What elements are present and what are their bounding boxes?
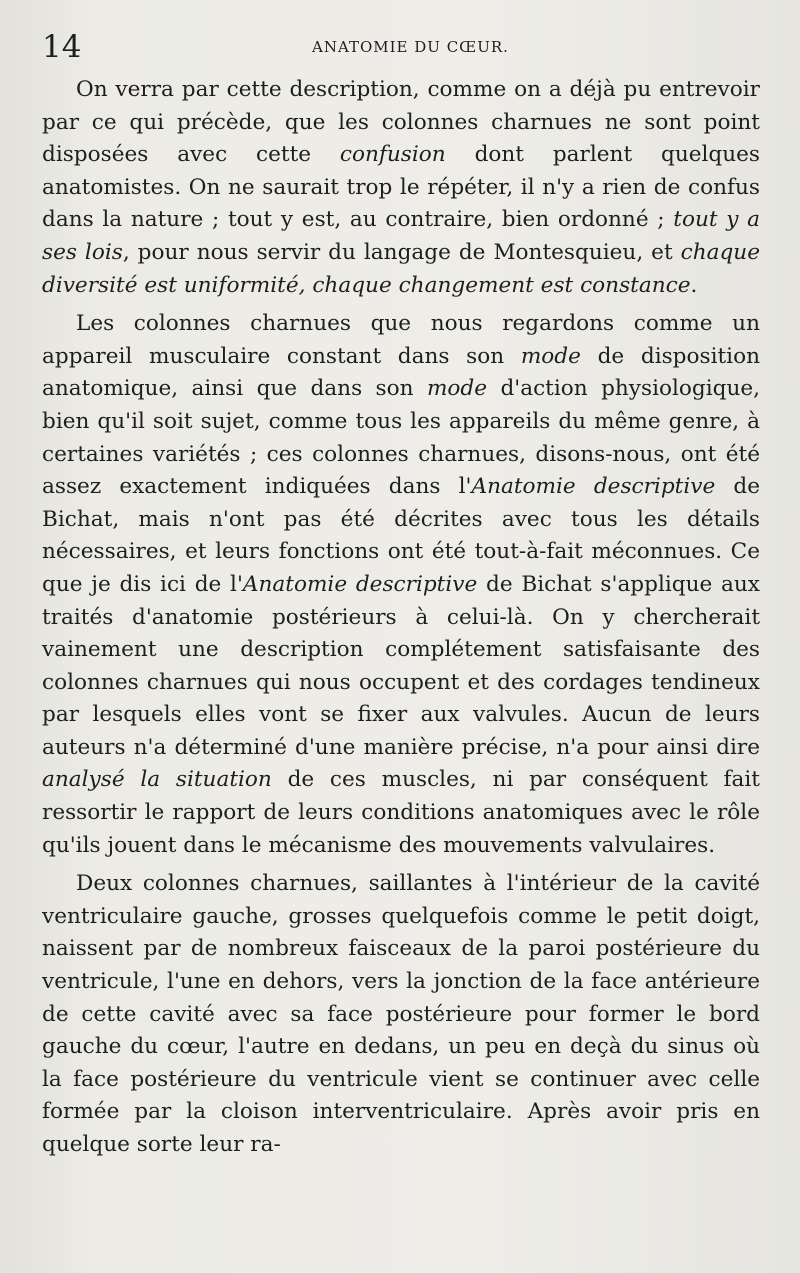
text-run: dont parlent quelques anatomistes. On ne saurait trop le répéter, il n'y a rien de confus dans la nature ; tout y est, au contraire, bien ordonné ; (42, 142, 760, 233)
text-run: d'action physiologique, bien qu'il soit sujet, comme tous les appareils du même genre, à certaines variétés ; ces colonnes charnues, disons-nous, ont été assez exactement indiquées dans l' (42, 376, 760, 500)
text-run: de ces muscles, ni par conséquent fait ressortir le rapport de leurs conditions anatomiques avec le rôle qu'ils jouent dans le mécanisme des mouvements valvulaires. (42, 767, 760, 858)
text-run: de Bichat, mais n'ont pas été décrites avec tous les détails nécessaires, et leurs fonctions ont été tout-à-fait méconnues. Ce que je dis ici de l' (42, 474, 760, 597)
text-run: Les colonnes charnues que nous regardons comme un appareil musculaire constant dans son (42, 311, 760, 369)
page-number: 14 (42, 29, 82, 65)
italic-run: analysé la situation (42, 767, 272, 793)
text-run: Deux colonnes charnues, saillantes à l'intérieur de la cavité ventriculaire gauche, grosses quelquefois comme le petit doigt, naissent par de nombreux faisceaux de la paroi postérieure du ventricule, l'une en dehors, vers la jonction de la face antérieure de cette cavité avec sa face postérieure pour former le bord gauche du cœur, l'autre en dedans, un peu en deçà du sinus où la face postérieure du ventricule vient se continuer avec celle formée par la cloison interventriculaire. Après avoir pris en quelque sorte leur ra- (42, 871, 760, 1157)
italic-run: confusion (339, 142, 446, 168)
italic-run: mode (426, 376, 488, 402)
running-head: ANATOMIE DU CŒUR. (312, 38, 509, 56)
text-run: On verra par cette description, comme on a déjà pu entrevoir par ce qui précède, que les colonnes charnues ne sont point disposées avec cette (42, 77, 760, 168)
text-run: . (690, 272, 698, 298)
text-run: de Bichat s'applique aux traités d'anatomie postérieurs à celui-là. On y chercherait vainement une description complétement satisfaisante des colonnes charnues qui nous occupent et des cordages tendineux par lesquels elles vont se fixer aux valvules. Aucun de leurs auteurs n'a déterminé d'une manière précise, n'a pour ainsi dire (42, 571, 760, 760)
page-header (42, 30, 762, 64)
italic-run: tout y a ses lois (42, 207, 760, 265)
italic-run: chaque diversité est uniformité, chaque changement est constance (42, 239, 760, 298)
paragraph-3 (42, 868, 760, 1161)
paragraph-1 (42, 74, 760, 302)
italic-run: Anatomie descriptive (471, 474, 716, 500)
body-text (42, 74, 760, 1168)
text-run: , pour nous servir du langage de Montesquieu, et (122, 239, 681, 265)
paragraph-2 (42, 308, 760, 862)
italic-run: mode (520, 343, 581, 369)
italic-run: Anatomie descriptive (242, 571, 478, 597)
text-run: de disposition anatomique, ainsi que dans son (42, 343, 760, 402)
